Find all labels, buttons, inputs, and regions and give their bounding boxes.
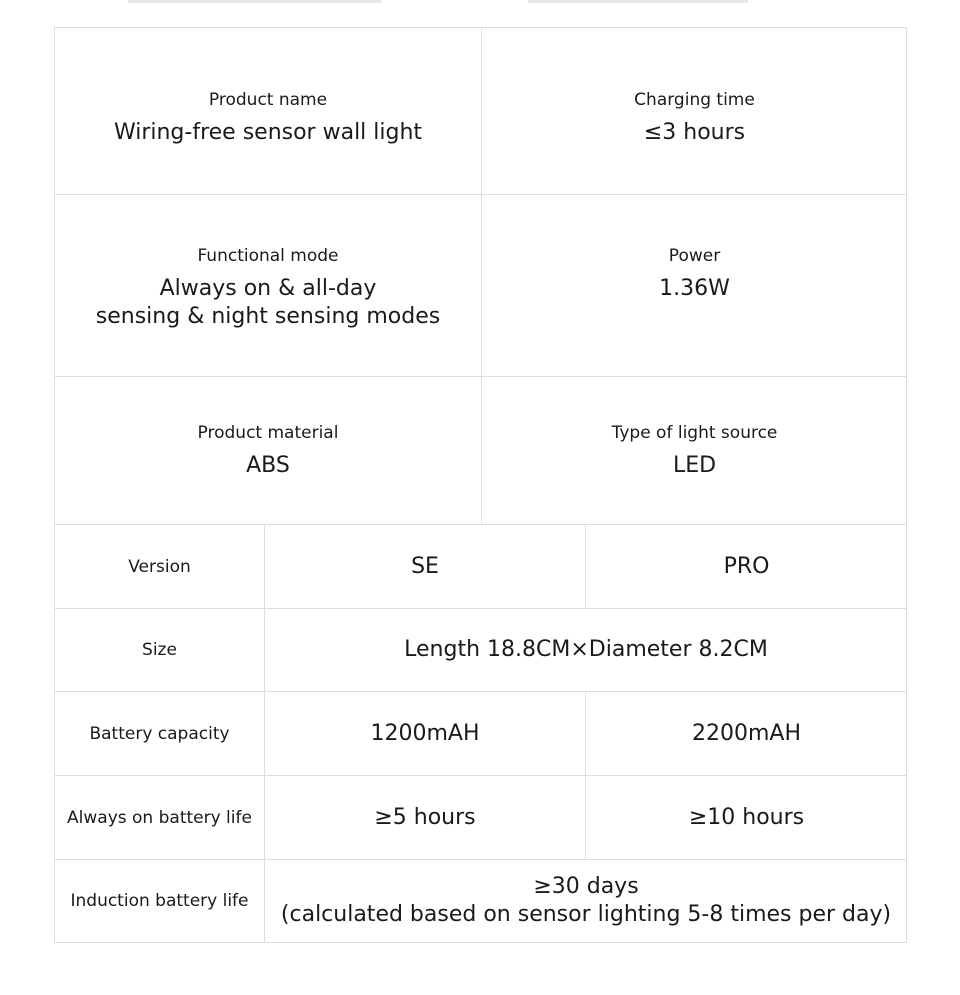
spec-label: Charging time <box>634 90 755 110</box>
version-pro-text: PRO <box>723 553 770 579</box>
version-se-header <box>265 525 586 609</box>
spec-cell-charging-time <box>482 28 907 195</box>
induction-life-value-cell <box>265 860 907 942</box>
row-label-induction-life <box>55 860 265 942</box>
battery-capacity-pro-value: 2200mAH <box>691 720 801 746</box>
row-label-text: Always on battery life <box>67 807 252 828</box>
version-pro-header <box>586 525 907 609</box>
spec-cell-light-source <box>482 377 907 525</box>
spec-value: Always on & all-day sensing & night sensing modes <box>95 276 441 329</box>
row-label-text: Battery capacity <box>89 723 230 744</box>
version-se-text: SE <box>411 553 439 579</box>
spec-label: Type of light source <box>611 422 778 443</box>
spec-value: ABS <box>246 452 290 478</box>
spec-table <box>54 27 907 943</box>
spec-value: ≤3 hours <box>643 120 746 145</box>
battery-capacity-se <box>265 692 586 776</box>
row-label-text: Version <box>128 556 191 577</box>
spec-cell-product-material <box>55 377 482 525</box>
row-label-size <box>55 609 265 692</box>
row-label-text: Size <box>142 640 177 660</box>
always-on-life-se <box>265 776 586 860</box>
induction-life-value: ≥30 days (calculated based on sensor lighting 5-8 times per day) <box>280 874 892 927</box>
spec-cell-product-name <box>55 28 482 195</box>
battery-capacity-se-value: 1200mAH <box>370 720 480 746</box>
top-divider-right <box>528 0 748 3</box>
spec-label: Product material <box>197 422 339 443</box>
spec-cell-functional-mode <box>55 195 482 377</box>
always-on-life-pro <box>586 776 907 860</box>
battery-capacity-pro <box>586 692 907 776</box>
spec-label: Functional mode <box>197 246 339 266</box>
spec-value: LED <box>672 452 717 478</box>
spec-label: Power <box>668 246 721 266</box>
top-divider-left <box>128 0 382 3</box>
spec-label: Product name <box>208 90 328 110</box>
always-on-life-pro-value: ≥10 hours <box>688 804 805 830</box>
always-on-life-se-value: ≥5 hours <box>374 804 476 830</box>
row-label-always-on-life <box>55 776 265 860</box>
row-label-battery-capacity <box>55 692 265 776</box>
spec-value: 1.36W <box>659 276 730 301</box>
row-label-text: Induction battery life <box>70 891 249 911</box>
size-value-cell <box>265 609 907 692</box>
spec-cell-power <box>482 195 907 377</box>
spec-value: Wiring-free sensor wall light <box>113 120 423 145</box>
row-label-version <box>55 525 265 609</box>
size-value: Length 18.8CM×Diameter 8.2CM <box>404 637 768 662</box>
